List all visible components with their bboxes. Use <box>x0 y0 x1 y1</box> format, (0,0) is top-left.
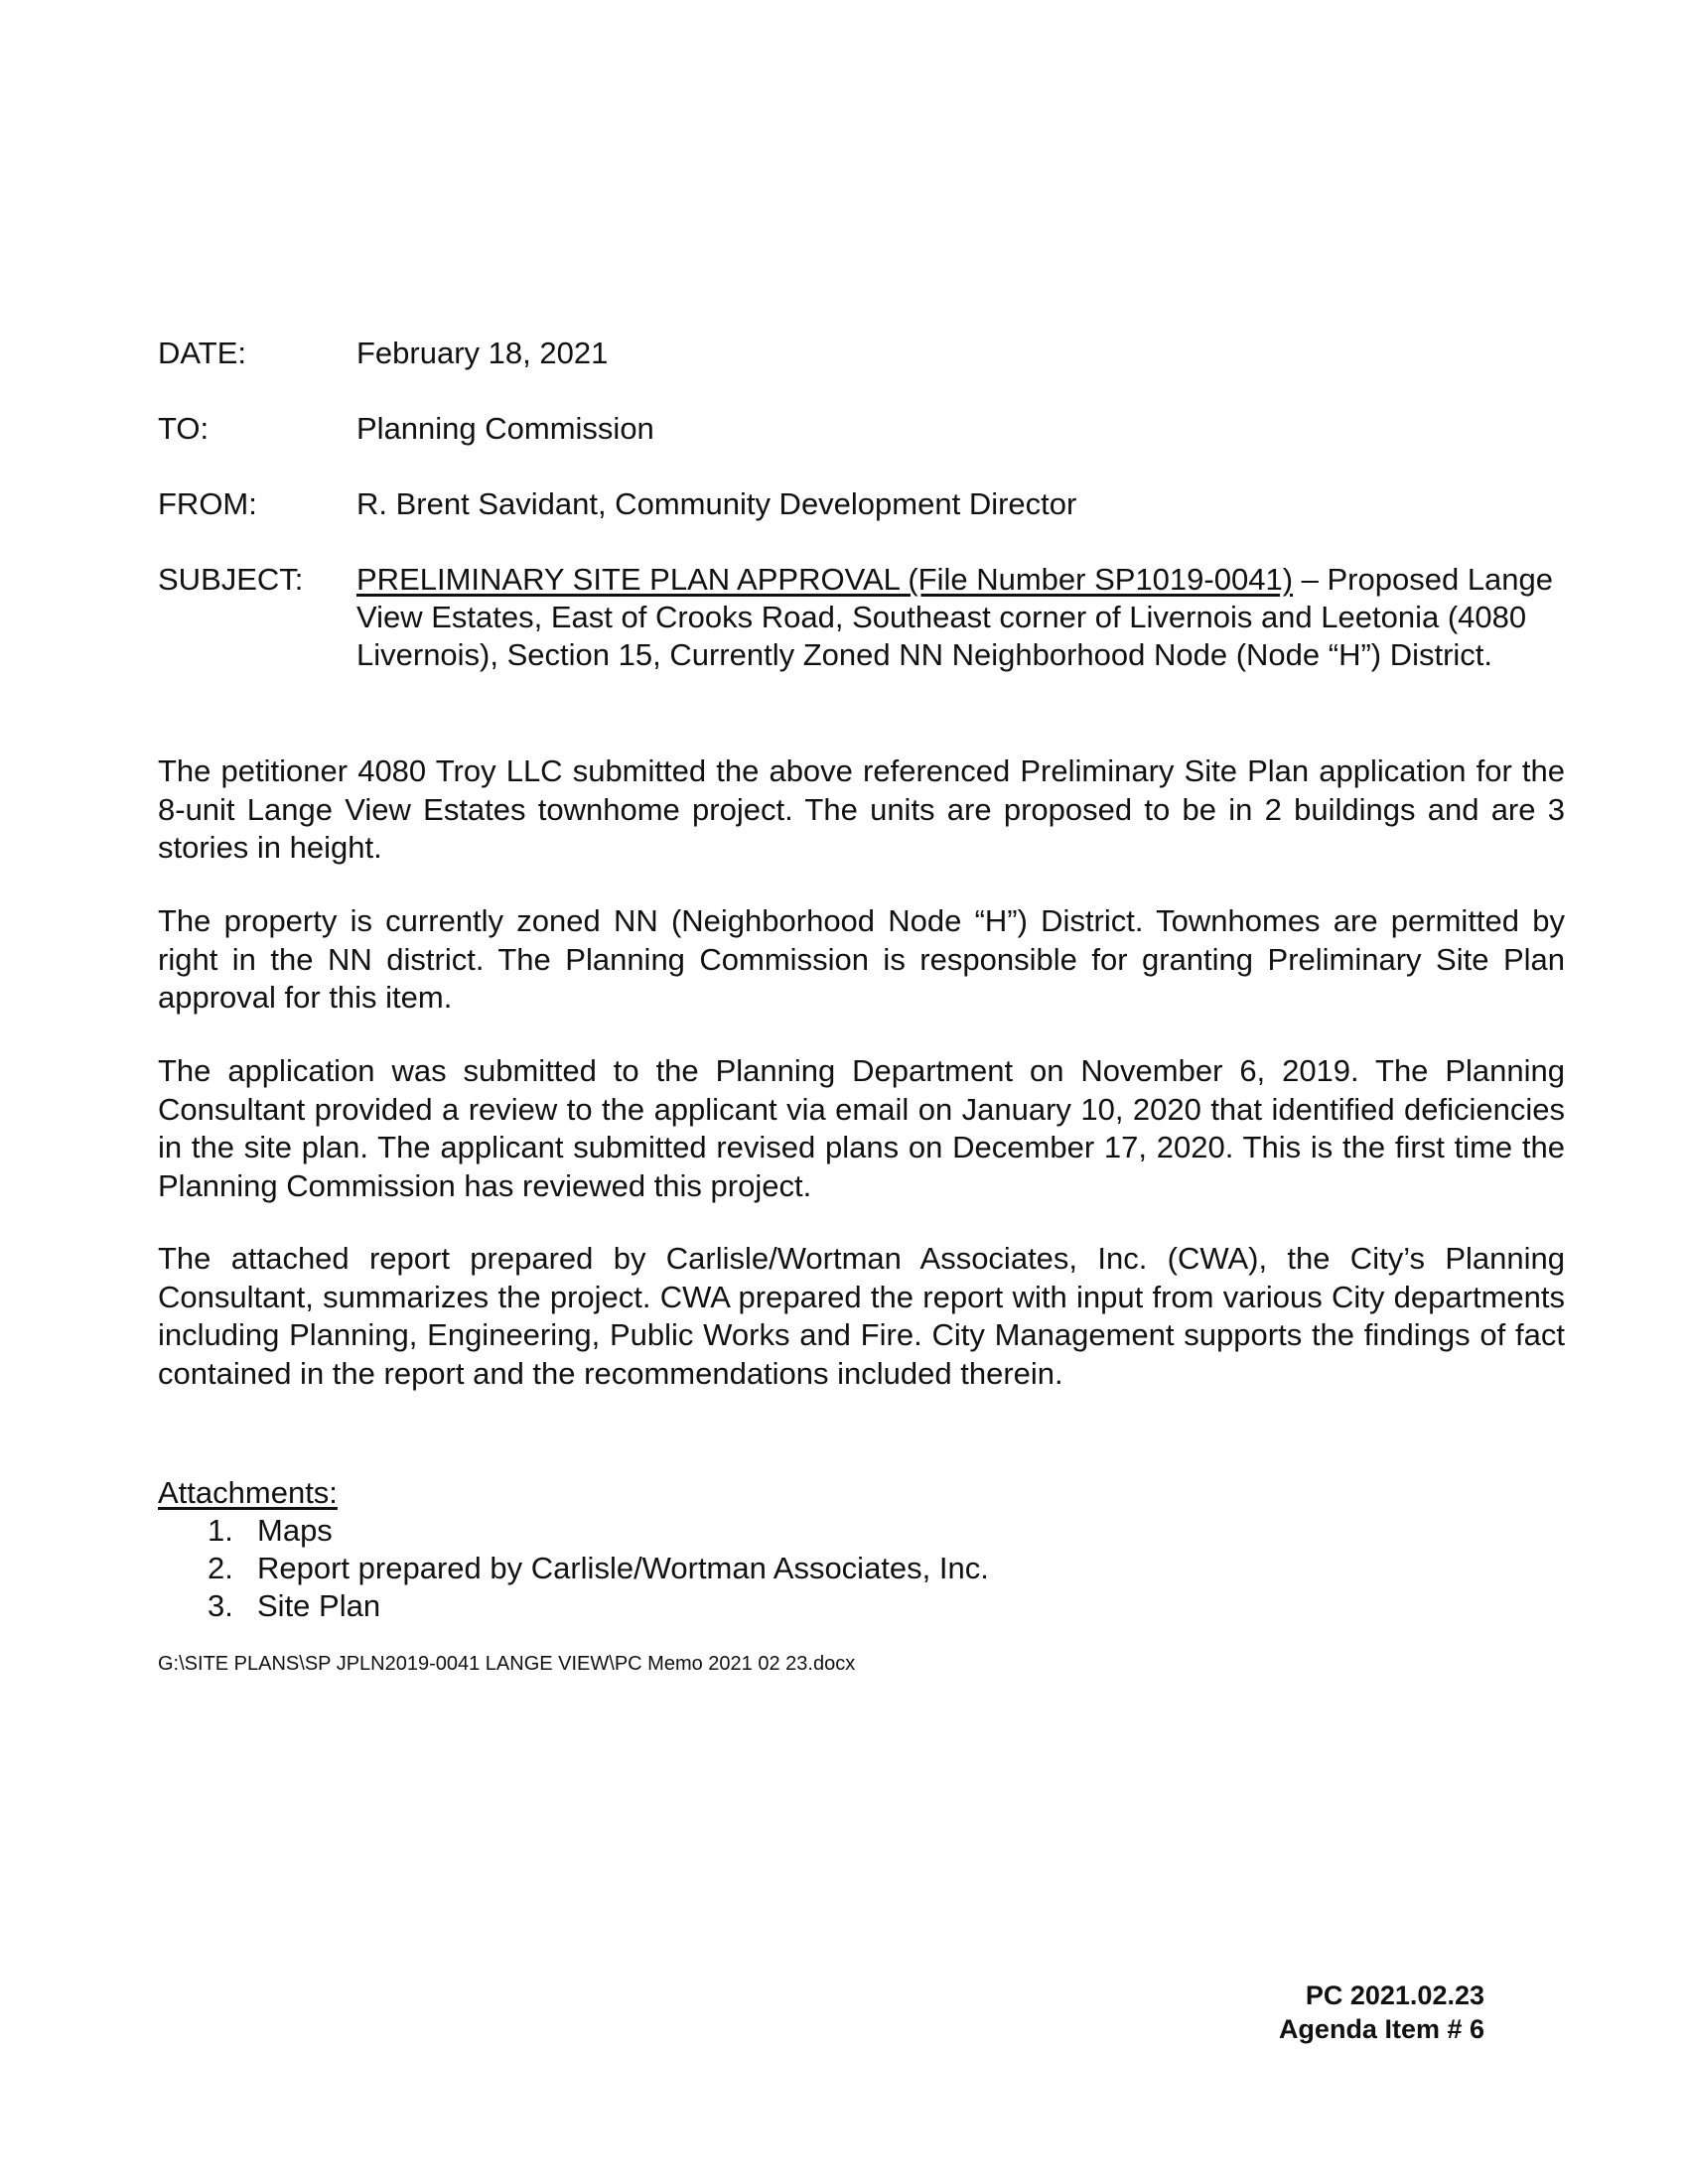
subject-title: PRELIMINARY SITE PLAN APPROVAL (File Number SP1019-0041) <box>356 562 1294 597</box>
file-path: G:\SITE PLANS\SP JPLN2019-0041 LANGE VIEW\PC Memo 2021 02 23.docx <box>158 1653 856 1675</box>
body-paragraph-4: The attached report prepared by Carlisle/Wortman Associates, Inc. (CWA), the City’s Planning Consultant, summarizes the project. CWA prepared the report with input from various City departments including Planning, Engineering, Public Works and Fire. City Management supports the findings of fact contained in the report and the recommendations included therein. <box>158 1241 1565 1391</box>
subject-value <box>356 561 1568 674</box>
attachment-number: 3. <box>208 1588 233 1623</box>
body-paragraph-1: The petitioner 4080 Troy LLC submitted the above referenced Preliminary Site Plan application for the 8-unit Lange View Estates townhome project. The units are proposed to be in 2 buildings and are 3 stories in height. <box>158 753 1565 865</box>
subject-label: SUBJECT: <box>158 562 304 597</box>
attachment-number: 2. <box>208 1551 233 1585</box>
to-label: TO: <box>158 411 210 446</box>
footer-meeting-code: PC 2021.02.23 <box>1305 1980 1484 2010</box>
body-paragraph-3: The application was submitted to the Planning Department on November 6, 2019. The Planning Consultant provided a review to the applicant via email on January 10, 2020 that identified deficiencies in the site plan. The applicant submitted revised plans on December 17, 2020. This is the first time the Planning Commission has reviewed this project. <box>158 1053 1565 1203</box>
attachment-number: 1. <box>208 1513 233 1548</box>
agenda-footer <box>1279 1979 1484 2046</box>
date-label: DATE: <box>158 336 246 370</box>
footer-agenda-item: Agenda Item # 6 <box>1278 2014 1484 2044</box>
date-value: February 18, 2021 <box>356 336 609 370</box>
from-label: FROM: <box>158 486 257 521</box>
body-paragraph-2: The property is currently zoned NN (Neighborhood Node “H”) District. Townhomes are permitted by right in the NN district. The Planning Commission is responsible for granting Preliminary Site Plan approval for this item. <box>158 903 1565 1015</box>
attachment-text: Maps <box>257 1513 333 1548</box>
from-value: R. Brent Savidant, Community Development Director <box>356 486 1077 521</box>
to-value: Planning Commission <box>356 411 654 446</box>
attachments-heading: Attachments: <box>158 1475 338 1510</box>
subject-description: – Proposed Lange View Estates, East of Crooks Road, Southeast corner of Livernois and Leetonia (4080 Livernois), Section 15, Currently Zoned NN Neighborhood Node (Node “H”) District. <box>356 562 1554 672</box>
attachment-text: Site Plan <box>257 1588 381 1623</box>
attachment-text: Report prepared by Carlisle/Wortman Associates, Inc. <box>257 1551 989 1585</box>
